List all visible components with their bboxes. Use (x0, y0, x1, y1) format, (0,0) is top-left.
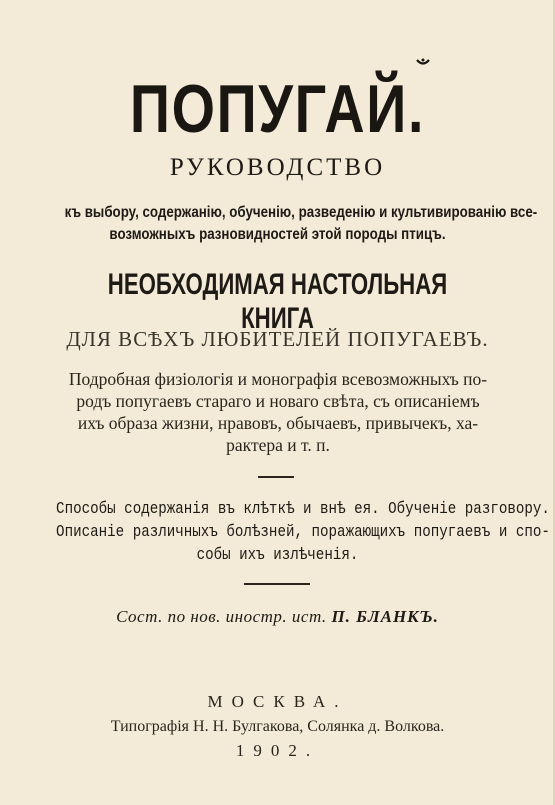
author-name: П. БЛАНКЪ. (331, 607, 439, 626)
divider (258, 476, 294, 478)
audience-line: ДЛЯ ВСѢХЪ ЛЮБИТЕЛЕЙ ПОПУГАЕВЪ. (66, 327, 489, 351)
description-line: Подробная физіологія и монографія всевозможныхъ по- (68, 369, 488, 389)
book-subtitle: РУКОВОДСТВО (169, 154, 386, 181)
year: 1902. (235, 741, 320, 760)
contents-paragraph (56, 497, 550, 566)
contents-line: Способы содержанія въ клѣткѣ и внѣ ея. Обученіе разговору. (56, 499, 550, 518)
ornament-icon (416, 58, 430, 68)
city: МОСКВА. (207, 692, 348, 711)
description-line: рактера и т. п. (226, 435, 330, 455)
lead-line: возможныхъ разновидностей этой породы птицъ. (109, 226, 446, 243)
divider (244, 583, 310, 585)
description-line: ихъ образа жизни, нравовъ, обычаевъ, привычекъ, ха- (77, 413, 479, 433)
printer-line: Типографія Н. Н. Булгакова, Солянка д. Волкова. (110, 718, 445, 735)
secondary-heading: НЕОБХОДИМАЯ НАСТОЛЬНАЯ КНИГА (107, 268, 448, 335)
lead-line: къ выбору, содержанію, обученію, разведенію и культивированію все- (64, 204, 538, 221)
description-line: родъ попугаевъ стараго и новаго свѣта, съ описаніемъ (76, 391, 480, 411)
author-line (0, 607, 555, 627)
book-title: ПОПУГАЙ. (129, 71, 426, 147)
lead-text (64, 202, 538, 246)
contents-line: собы ихъ излѣченія. (196, 545, 359, 564)
contents-line: Описаніе различныхъ болѣзней, поражающихъ попугаевъ и спо- (56, 522, 550, 541)
author-prefix: Сост. по нов. иностр. ист. (116, 607, 327, 626)
description-paragraph (38, 368, 518, 456)
